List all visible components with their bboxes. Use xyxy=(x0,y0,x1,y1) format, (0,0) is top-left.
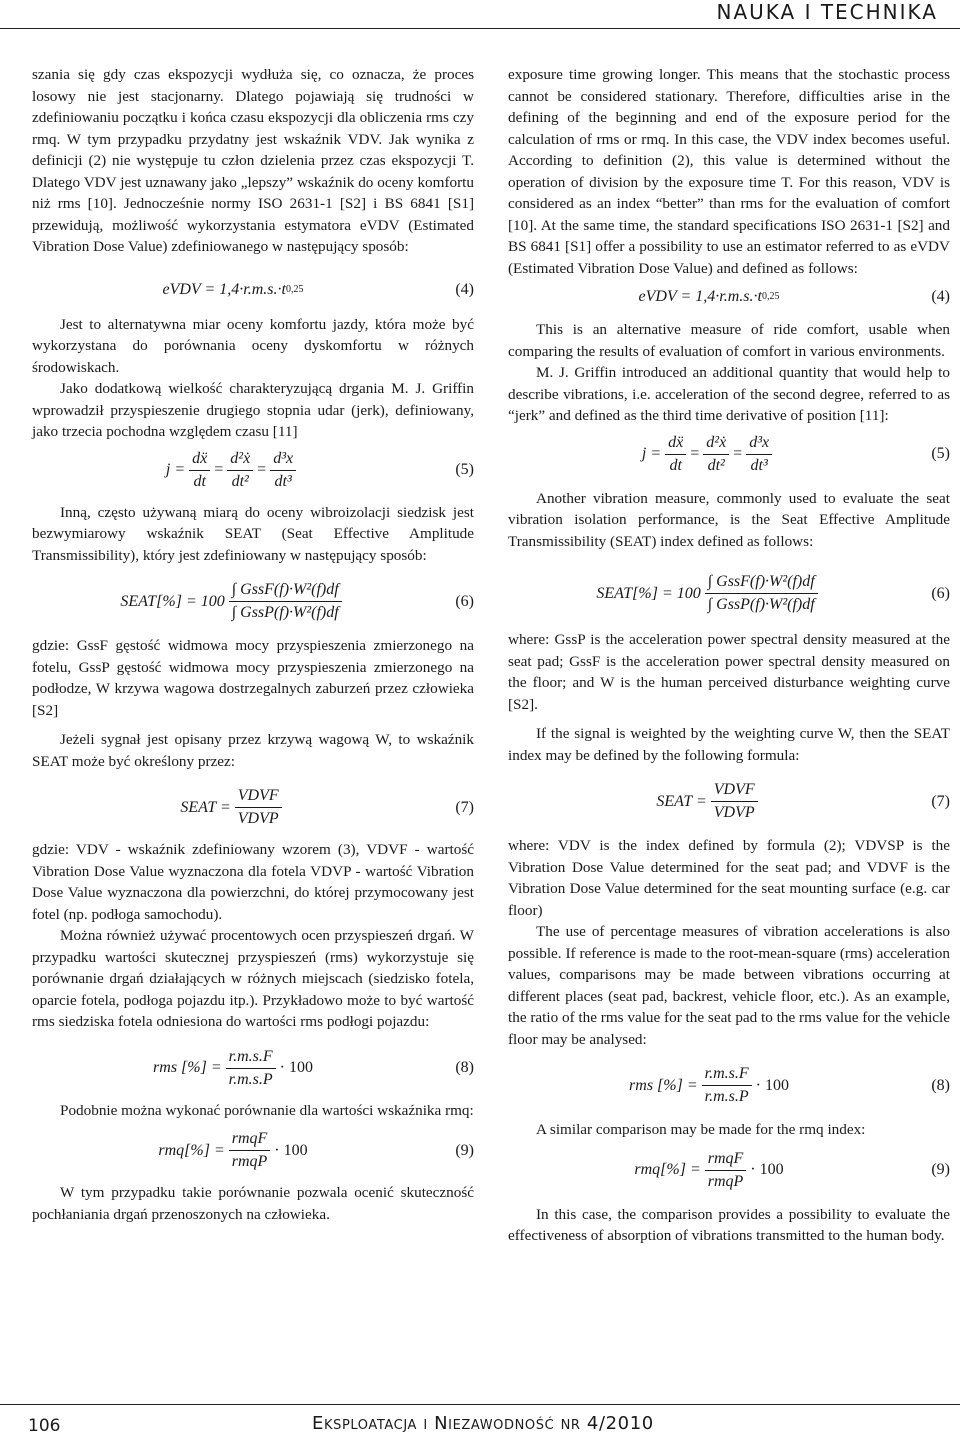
eq5-en-f1d: dt xyxy=(669,456,682,474)
eq5-en-f2n: d²ẋ xyxy=(703,433,729,455)
eq6-lhs: SEAT[%] = 100 xyxy=(120,592,225,610)
equation-6 xyxy=(32,580,474,623)
eq8-number: (8) xyxy=(455,1059,474,1076)
eq7-en-numerator: VDVF xyxy=(711,780,758,802)
eq5-en-eq1: = xyxy=(690,445,700,462)
eq9-denominator: rmqP xyxy=(231,1153,268,1170)
eq6-en-number: (6) xyxy=(931,584,950,602)
left-paragraph-10: W tym przypadku takie porównanie pozwala ocenić skuteczność pochłaniania drgań przenoszonych na człowieka. xyxy=(32,1184,474,1223)
eq5-eq1: = xyxy=(214,461,224,478)
eq8-denominator: r.m.s.P xyxy=(228,1070,273,1088)
eq5-en-f2d: dt² xyxy=(707,456,725,474)
right-paragraph-2: This is an alternative measure of ride comfort, usable when comparing the results of evaluation of comfort in various environments. xyxy=(508,321,950,360)
eq9-numerator: rmqF xyxy=(229,1129,271,1151)
eq9-lhs: rmq[%] = xyxy=(158,1141,225,1159)
equation-7 xyxy=(32,786,474,829)
eq5-en-number: (5) xyxy=(931,445,950,462)
left-paragraph-4: Inną, często używaną miarą do oceny wibroizolacji siedzisk jest bezwymiarowy wskaźnik SEAT (Seat Effective Amplitude Transmissibility), który jest zdefiniowany w następujący sposób: xyxy=(32,503,474,564)
eq9-en-lhs: rmq[%] = xyxy=(634,1161,701,1178)
eq9-mul: · 100 xyxy=(274,1141,308,1159)
eq6-en-numerator: ∫ GssF(f)·W²(f)df xyxy=(705,572,818,594)
right-paragraph-6: If the signal is weighted by the weighting curve W, then the SEAT index may be defined by the following formula: xyxy=(508,725,950,764)
eq4-exp: 0,25 xyxy=(285,283,304,295)
eq8-numerator: r.m.s.F xyxy=(226,1047,276,1069)
equation-9 xyxy=(32,1129,474,1172)
eq4-en-number: (4) xyxy=(931,288,950,305)
left-paragraph-3: Jako dodatkową wielkość charakteryzującą drgania M. J. Griffin wprowadził przyspieszenie drugiego stopnia udar (jerk), definiowany, jako trzecia pochodna względem czasu [11] xyxy=(32,380,474,440)
eq8-en-mul: · 100 xyxy=(755,1076,789,1094)
page-header xyxy=(0,0,960,34)
eq9-number: (9) xyxy=(455,1141,474,1159)
right-paragraph-9: A similar comparison may be made for the rmq index: xyxy=(536,1121,866,1138)
right-paragraph-4: Another vibration measure, commonly used to evaluate the seat vibration isolation performance, is the Seat Effective Amplitude Transmissibility (SEAT) index defined as follows: xyxy=(508,489,950,550)
equation-5 xyxy=(32,449,474,492)
journal-name: Eksploatacja i Niezawodność nr 4/2010 xyxy=(312,1413,654,1434)
right-paragraph-8: The use of percentage measures of vibration accelerations is also possible. If reference is made to the root-mean-square (rms) acceleration values, comparisons may be made between vibrations occurring at different places (seat pad, backrest, vehicle floor, etc.). As an example, the ratio of the rms value for the seat pad to the rms value for the vehicle floor may be analysed: xyxy=(508,923,950,1048)
right-paragraph-10: In this case, the comparison provides a possibility to evaluate the effectiveness of absorption of vibrations transmitted to the human body. xyxy=(508,1205,950,1244)
left-paragraph-6: Jeżeli sygnał jest opisany przez krzywą wagową W, to wskaźnik SEAT może być określony przez: xyxy=(32,731,474,770)
eq7-en-lhs: SEAT = xyxy=(656,792,707,810)
equation-7-en xyxy=(508,780,950,823)
eq5-en-lhs: j = xyxy=(641,445,662,462)
eq7-lhs: SEAT = xyxy=(180,798,231,816)
right-paragraph-1: exposure time growing longer. This means that the stochastic process cannot be considered stationary. Therefore, difficulties arise in the defining of the beginning and end of the exposure period for the calculation of rms or rmq. In this case, the VDV index becomes useful. According to definition (2), this value is determined without the operation of division by the exposure time T. For this reason, VDV is considered as an index “better” than rms for the evaluation of comfort [10]. At the same time, the standard specifications ISO 2631-1 [S2] and BS 6841 [S1] offer a possibility to use an estimator referred to as eVDV (Estimated Vibration Dose Value) and defined as follows: xyxy=(508,66,950,277)
eq8-en-denominator: r.m.s.P xyxy=(704,1088,749,1105)
eq9-en-number: (9) xyxy=(931,1161,950,1178)
eq5-f1d: dt xyxy=(193,472,206,490)
eq8-en-number: (8) xyxy=(931,1076,950,1094)
eq5-f3d: dt³ xyxy=(274,472,292,490)
eq6-numerator: ∫ GssF(f)·W²(f)df xyxy=(229,580,342,602)
right-column xyxy=(508,64,950,1247)
eq7-number: (7) xyxy=(455,798,474,816)
eq4-number: (4) xyxy=(455,280,474,298)
eq4-lhs: eVDV = 1,4·r.m.s.·t xyxy=(162,280,286,298)
left-column xyxy=(32,64,474,1225)
equation-5-en xyxy=(508,433,950,476)
eq5-number: (5) xyxy=(455,461,474,478)
eq4-en-exp: 0,25 xyxy=(761,291,780,302)
eq5-f1n: dẍ xyxy=(189,449,210,471)
left-paragraph-5: gdzie: GssF gęstość widmowa mocy przyspieszenia zmierzonego na fotelu, GssP gęstość widmowa mocy przyspieszenia zmierzonego na podłodze, W krzywa wagowa dostrzegalnych zaburzeń przez człowieka [S2] xyxy=(32,637,474,719)
eq9-en-denominator: rmqP xyxy=(707,1172,744,1190)
eq5-en-f1n: dẍ xyxy=(665,433,686,455)
left-paragraph-8: Można również używać procentowych ocen przyspieszeń drgań. W przypadku wartości skutecznej przyspieszeń (rms) wykorzystuje się porównanie drgań działających w różnych miejscach (siedzisko fotela, oparcie fotela, podłoga pojazdu itp.). Przykładowo może to być wartość rms siedziska fotela odniesiona do wartości rms podłogi pojazdu: xyxy=(32,927,474,1030)
footer-rule xyxy=(0,1404,960,1405)
eq7-en-number: (7) xyxy=(931,792,950,810)
equation-4-en xyxy=(508,287,950,307)
equation-4 xyxy=(32,280,474,300)
eq5-eq2: = xyxy=(257,461,267,478)
eq7-denominator: VDVP xyxy=(237,810,279,827)
eq5-f3n: d³x xyxy=(270,449,296,471)
eq8-mul: · 100 xyxy=(279,1059,313,1076)
eq5-en-f3d: dt³ xyxy=(750,456,768,474)
eq7-numerator: VDVF xyxy=(235,786,282,808)
eq8-en-lhs: rms [%] = xyxy=(629,1076,698,1094)
eq6-denominator: ∫ GssP(f)·W²(f)df xyxy=(231,604,339,621)
eq5-f2n: d²ẋ xyxy=(227,449,253,471)
page-footer xyxy=(0,1404,960,1444)
eq6-en-denominator: ∫ GssP(f)·W²(f)df xyxy=(707,596,815,613)
equation-6-en xyxy=(508,572,950,615)
eq5-lhs: j = xyxy=(165,461,186,478)
equation-8-en xyxy=(508,1064,950,1107)
eq5-f2d: dt² xyxy=(231,472,249,490)
eq8-en-numerator: r.m.s.F xyxy=(702,1064,752,1086)
eq5-en-eq2: = xyxy=(733,445,743,462)
equation-9-en xyxy=(508,1149,950,1192)
eq7-en-denominator: VDVP xyxy=(713,804,755,821)
eq5-en-f3n: d³x xyxy=(746,433,772,455)
left-paragraph-9: Podobnie można wykonać porównanie dla wartości wskaźnika rmq: xyxy=(60,1101,474,1119)
eq6-en-lhs: SEAT[%] = 100 xyxy=(596,584,701,602)
header-rule xyxy=(0,28,960,29)
right-paragraph-3: M. J. Griffin introduced an additional quantity that would help to describe vibrations, i.e. acceleration of the second degree, referred to as “jerk” and defined as the third time derivative of position [11]: xyxy=(508,364,950,424)
page-number: 106 xyxy=(28,1416,61,1436)
eq9-en-mul: · 100 xyxy=(750,1161,784,1178)
eq4-en-lhs: eVDV = 1,4·r.m.s.·t xyxy=(638,288,762,305)
eq9-en-numerator: rmqF xyxy=(705,1149,747,1171)
eq8-lhs: rms [%] = xyxy=(153,1059,222,1076)
left-paragraph-7: gdzie: VDV - wskaźnik zdefiniowany wzorem (3), VDVF - wartość Vibration Dose Value wyznaczona dla fotela VDVP - wartość Vibration Dose Value wyznaczona dla powierzchni, do której przymocowany jest fotel (np. podłoga samochodu). xyxy=(32,841,474,923)
left-paragraph-2: Jest to alternatywna miar oceny komfortu jazdy, która może być wykorzystana do porównania oceny dyskomfortu w różnych środowiskach. xyxy=(32,315,474,376)
eq6-number: (6) xyxy=(455,592,474,610)
equation-8 xyxy=(32,1047,474,1090)
right-paragraph-7: where: VDV is the index defined by formula (2); VDVSP is the Vibration Dose Value determined for the seat pad; and VDVF is the Vibration Dose Value determined for the seat mounting surface (e.g. car floor) xyxy=(508,837,950,919)
section-title: NAUKA I TECHNIKA xyxy=(716,0,938,24)
right-paragraph-5: where: GssP is the acceleration power spectral density measured at the seat pad; GssF is the acceleration power spectral density measured on the floor; and W is the human perceived disturbance weighting curve [S2]. xyxy=(508,631,950,713)
left-paragraph-1: szania się gdy czas ekspozycji wydłuża się, co oznacza, że proces losowy nie jest stacjonarny. Dlatego pojawiają się trudności w zdefiniowaniu początku i końca czasu ekspozycji dla obliczenia rms czy rmq. W tym przypadku przydatny jest wskaźnik VDV. Jak wynika z definicji (2) nie występuje tu człon dzielenia przez czas ekspozycji T. Dlatego VDV jest uznawany jako „lepszy” wskaźnik do oceny komfortu niż rms [10]. Jednocześnie normy ISO 2631-1 [S2] i BS 6841 [S1] przewidują, możliwość wykorzystania estymatora eVDV (Estimated Vibration Dose Value) zdefiniowanego w następujący sposób: xyxy=(32,66,474,255)
